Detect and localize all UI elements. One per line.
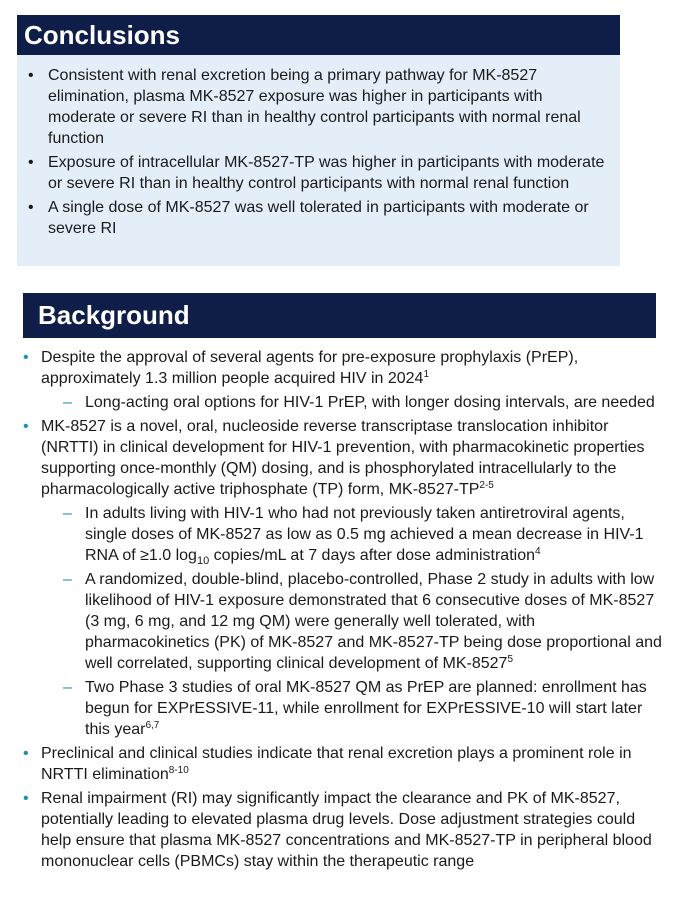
conclusions-item-text: Consistent with renal excretion being a primary pathway for MK-8527 elimination, plasma MK-8527 exposure was higher in participants with moderate or severe RI than in healthy control participants with normal renal function	[48, 67, 581, 147]
reference-superscript: 6,7	[145, 720, 160, 731]
background-item-text: Renal impairment (RI) may significantly impact the clearance and PK of MK-8527, potentially leading to elevated plasma drug levels. Dose adjustment strategies could help ensure that plasma MK-8527 concentrations and MK-8527-TP in peripheral blood mononuclear cells (PBMCs) stay within the therapeutic range	[41, 790, 652, 870]
reference-superscript: 2-5	[479, 480, 494, 491]
reference-superscript: 4	[535, 546, 541, 557]
background-subitem	[41, 392, 663, 413]
conclusions-heading: Conclusions	[17, 15, 620, 55]
background-sublist	[41, 503, 663, 740]
background-subitem	[41, 677, 663, 740]
bullet-icon: •	[23, 790, 29, 807]
background-subitem-text: copies/mL at 7 days after dose administration	[209, 547, 535, 564]
background-list	[23, 347, 663, 875]
conclusions-item-text: A single dose of MK-8527 was well tolerated in participants with moderate or severe RI	[48, 199, 589, 237]
background-item-text: MK-8527 is a novel, oral, nucleoside reverse transcriptase translocation inhibitor (NRTTI) in clinical development for HIV-1 prevention, with pharmacokinetic properties supporting once-monthly (QM) dosing, and is phosphorylated intracellularly to the pharmacologically active triphosphate (TP) form, MK-8527-TP	[41, 418, 645, 498]
dash-icon: –	[63, 394, 72, 411]
conclusions-item-text: Exposure of intracellular MK-8527-TP was higher in participants with moderate or severe RI than in healthy control participants with normal renal function	[48, 154, 605, 192]
dash-icon: –	[63, 505, 72, 522]
background-heading: Background	[23, 293, 656, 338]
background-subitem-text: Two Phase 3 studies of oral MK-8527 QM as PrEP are planned: enrollment has begun for EXPrESSIVE-11, while enrollment for EXPrESSIVE-10 will start later this year	[85, 679, 647, 738]
background-item	[23, 743, 663, 785]
bullet-icon: •	[28, 154, 34, 171]
conclusions-panel	[17, 55, 620, 266]
reference-superscript: 1	[423, 369, 430, 380]
bullet-icon: •	[23, 745, 29, 762]
reference-superscript: 8-10	[168, 765, 189, 776]
log-subscript: 10	[196, 555, 210, 567]
background-item	[23, 788, 663, 872]
conclusions-item	[27, 65, 610, 149]
background-item-text: Despite the approval of several agents for pre-exposure prophylaxis (PrEP), approximately 1.3 million people acquired HIV in 2024	[41, 349, 579, 387]
background-subitem	[41, 503, 663, 566]
background-sublist	[41, 392, 663, 413]
background-subitem-text: Long-acting oral options for HIV-1 PrEP, with longer dosing intervals, are needed	[85, 394, 655, 411]
dash-icon: –	[63, 679, 72, 696]
conclusions-list	[27, 65, 610, 239]
background-item-text: Preclinical and clinical studies indicate that renal excretion plays a prominent role in NRTTI elimination	[41, 745, 632, 783]
background-item	[23, 347, 663, 413]
bullet-icon: •	[23, 418, 29, 435]
dash-icon: –	[63, 571, 72, 588]
bullet-icon: •	[23, 349, 29, 366]
bullet-icon: •	[28, 199, 34, 216]
conclusions-item	[27, 197, 610, 239]
reference-superscript: 5	[507, 654, 514, 665]
conclusions-item	[27, 152, 610, 194]
background-item	[23, 416, 663, 740]
bullet-icon: •	[28, 67, 34, 84]
background-subitem-text: A randomized, double-blind, placebo-controlled, Phase 2 study in adults with low likelihood of HIV-1 exposure demonstrated that 6 consecutive doses of MK-8527 (3 mg, 6 mg, and 12 mg QM) were generally well tolerated, with pharmacokinetics (PK) of MK-8527 and MK-8527-TP being dose proportional and well correlated, supporting clinical development of MK-8527	[85, 571, 662, 672]
background-subitem	[41, 569, 663, 674]
background-subitem-text: In adults living with HIV-1 who had not previously taken antiretroviral agents, single doses of MK-8527 as low as 0.5 mg achieved a mean decrease in HIV-1 RNA of ≥1.0 log	[85, 505, 644, 564]
